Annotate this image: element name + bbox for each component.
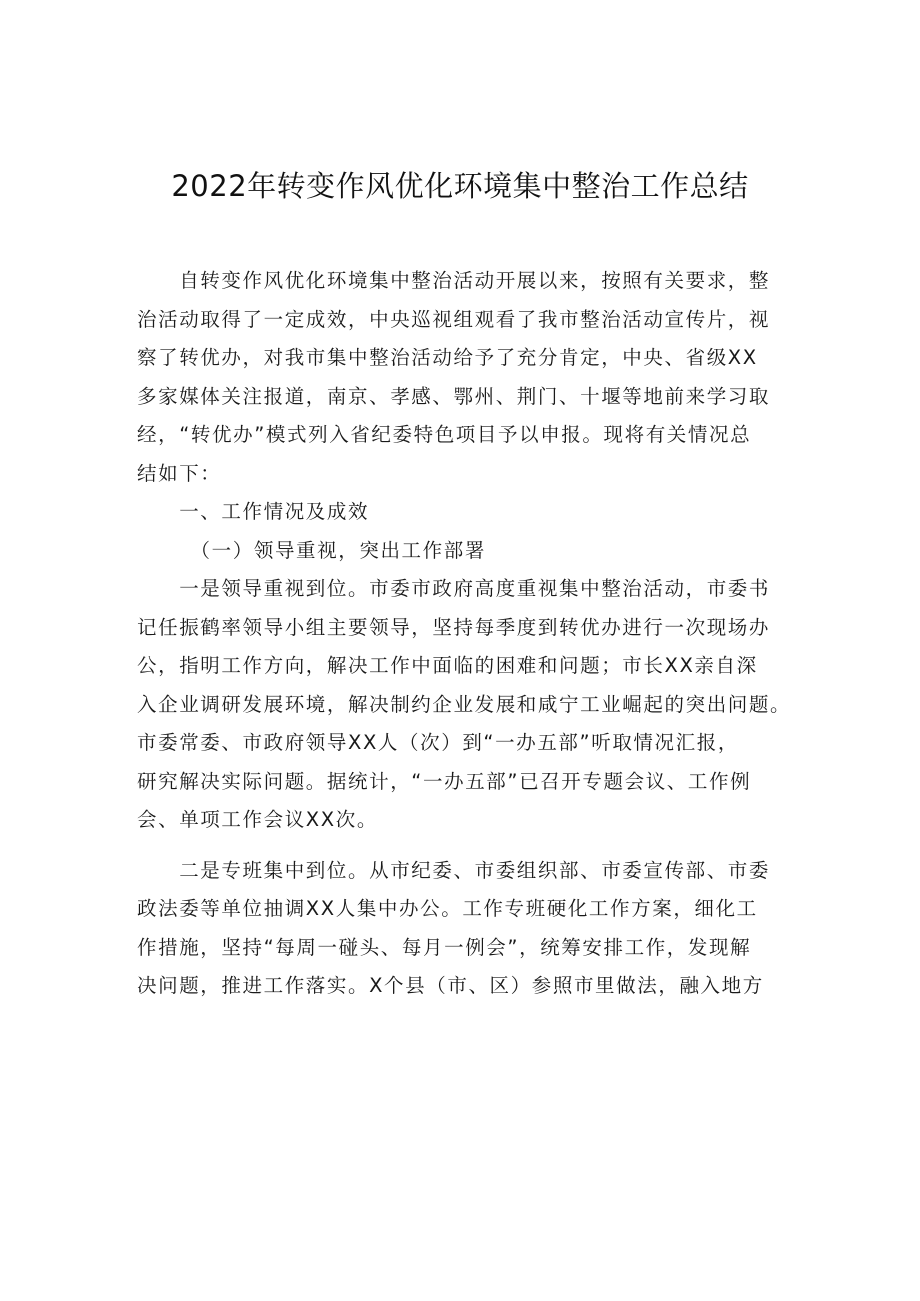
document-body [137,262,797,1006]
body-line: 政法委等单位抽调XX人集中办公。工作专班硬化工作方案，细化工 [137,897,758,920]
section-heading: 一、工作情况及成效 [137,500,370,523]
body-line: 会、单项工作会议XX次。 [137,808,378,831]
body-line: 记任振鹤率领导小组主要领导，坚持每季度到转优办进行一次现场办 [137,615,771,639]
body-line: 二是专班集中到位。从市纪委、市委组织部、市委宣传部、市委 [137,858,771,882]
body-line: 入企业调研发展环境，解决制约企业发展和咸宁工业崛起的突出问题。 [137,692,792,716]
body-line: 研究解决实际问题。据统计，“一办五部”已召开专题会议、工作例 [137,769,752,793]
body-line: 决问题，推进工作落实。X个县（市、区）参照市里做法，融入地方 [137,974,764,997]
body-line: 公，指明工作方向，解决工作中面临的困难和问题；市长XX亲自深 [137,654,758,677]
body-line: 察了转优办，对我市集中整治活动给予了充分肯定，中央、省级XX [137,346,758,369]
body-line: 经，“转优办”模式列入省纪委特色项目予以申报。现将有关情况总 [137,423,752,446]
body-line: 结如下： [137,461,222,485]
body-line: 市委常委、市政府领导XX人（次）到“一办五部”听取情况汇报， [137,731,739,754]
subsection-heading: （一）领导重视，突出工作部署 [137,538,486,562]
body-line: 多家媒体关注报道，南京、孝感、鄂州、荆门、十堰等地前来学习取 [137,384,771,408]
body-line: 治活动取得了一定成效，中央巡视组观看了我市整治活动宣传片，视 [137,307,771,331]
body-line: 一是领导重视到位。市委市政府高度重视集中整治活动，市委书 [137,577,771,600]
document-title: 2022年转变作风优化环境集中整治工作总结 [171,169,749,203]
body-line: 自转变作风优化环境集中整治活动开展以来，按照有关要求，整 [137,269,771,292]
body-line: 作措施，坚持“每周一碰头、每月一例会”，统筹安排工作，发现解 [137,935,752,959]
